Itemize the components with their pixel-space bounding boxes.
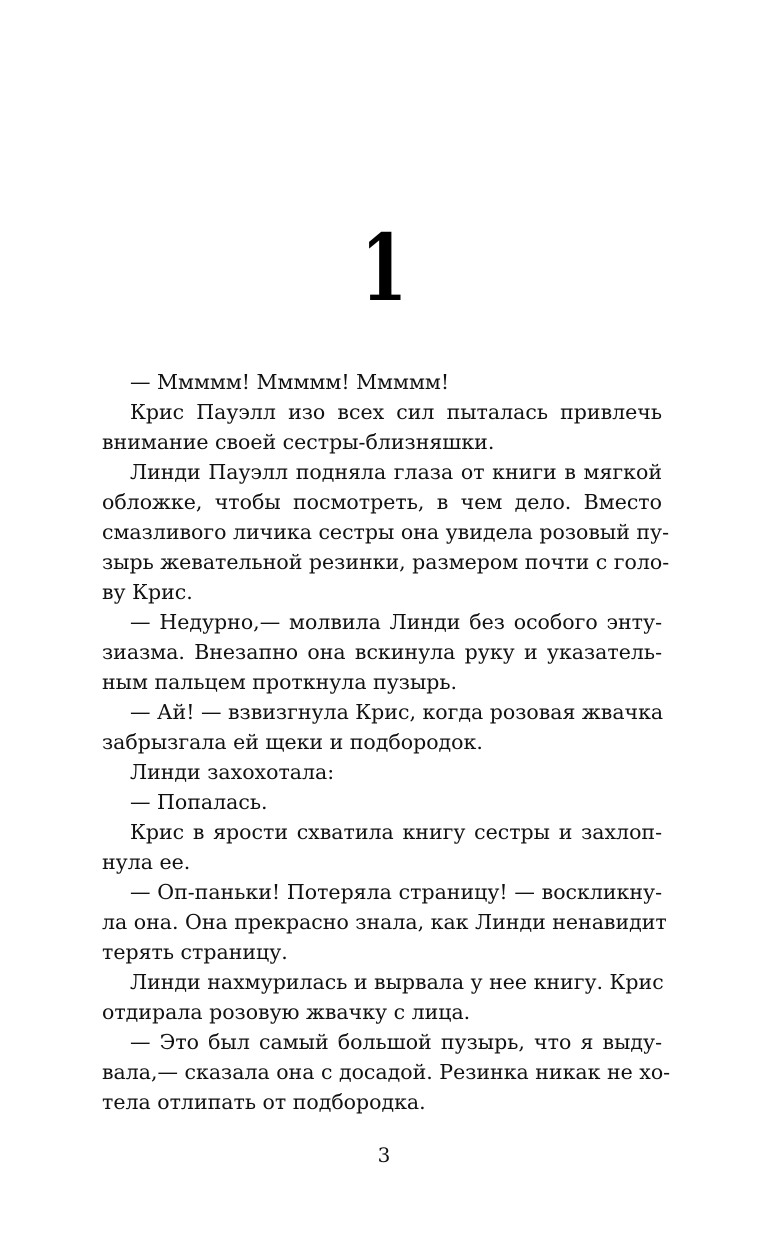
- text-line: Крис Пауэлл изо всех сил пыталась привлечь: [130, 400, 662, 424]
- text-line: ным пальцем проткнула пузырь.: [102, 670, 458, 694]
- text-line: внимание своей сестры-близняшки.: [102, 430, 495, 454]
- text-line: — Недурно,— молвила Линди без особого энту-: [130, 610, 662, 634]
- text-line: — Попалась.: [130, 790, 268, 814]
- text-line: — Оп-паньки! Потеряла страницу! — воскликну-: [130, 880, 662, 904]
- text-line: зиазма. Внезапно она вскинула руку и указатель-: [102, 640, 662, 664]
- text-line: Линди захохотала:: [130, 760, 335, 784]
- text-line: вала,— сказала она с досадой. Резинка никак не хо-: [102, 1060, 671, 1084]
- text-line: нула ее.: [102, 850, 191, 874]
- text-line: зырь жевательной резинки, размером почти с голо-: [102, 550, 670, 574]
- text-line: Линди нахмурилась и вырвала у нее книгу. Крис: [130, 970, 664, 994]
- text-line: смазливого личика сестры она увидела розовый пу-: [102, 520, 670, 544]
- text-line: ла она. Она прекрасно знала, как Линди ненавидит: [102, 910, 667, 934]
- text-line: Крис в ярости схватила книгу сестры и захлоп-: [130, 820, 662, 844]
- text-line: — Ммммм! Ммммм! Ммммм!: [130, 370, 450, 394]
- text-line: забрызгала ей щеки и подбородок.: [102, 730, 483, 754]
- text-line: Линди Пауэлл подняла глаза от книги в мягкой: [130, 460, 662, 484]
- chapter-number: 1: [360, 214, 408, 322]
- text-line: — Ай! — взвизгнула Крис, когда розовая жвачка: [130, 700, 664, 724]
- text-line: терять страницу.: [102, 940, 288, 964]
- text-line: обложке, чтобы посмотреть, в чем дело. Вместо: [102, 490, 662, 514]
- body-text: [102, 367, 671, 1117]
- text-line: тела отлипать от подбородка.: [102, 1090, 426, 1114]
- text-line: ву Крис.: [102, 580, 193, 604]
- text-line: — Это был самый большой пузырь, что я выду-: [130, 1030, 662, 1054]
- page-number: 3: [377, 1143, 391, 1167]
- text-line: отдирала розовую жвачку с лица.: [102, 1000, 471, 1024]
